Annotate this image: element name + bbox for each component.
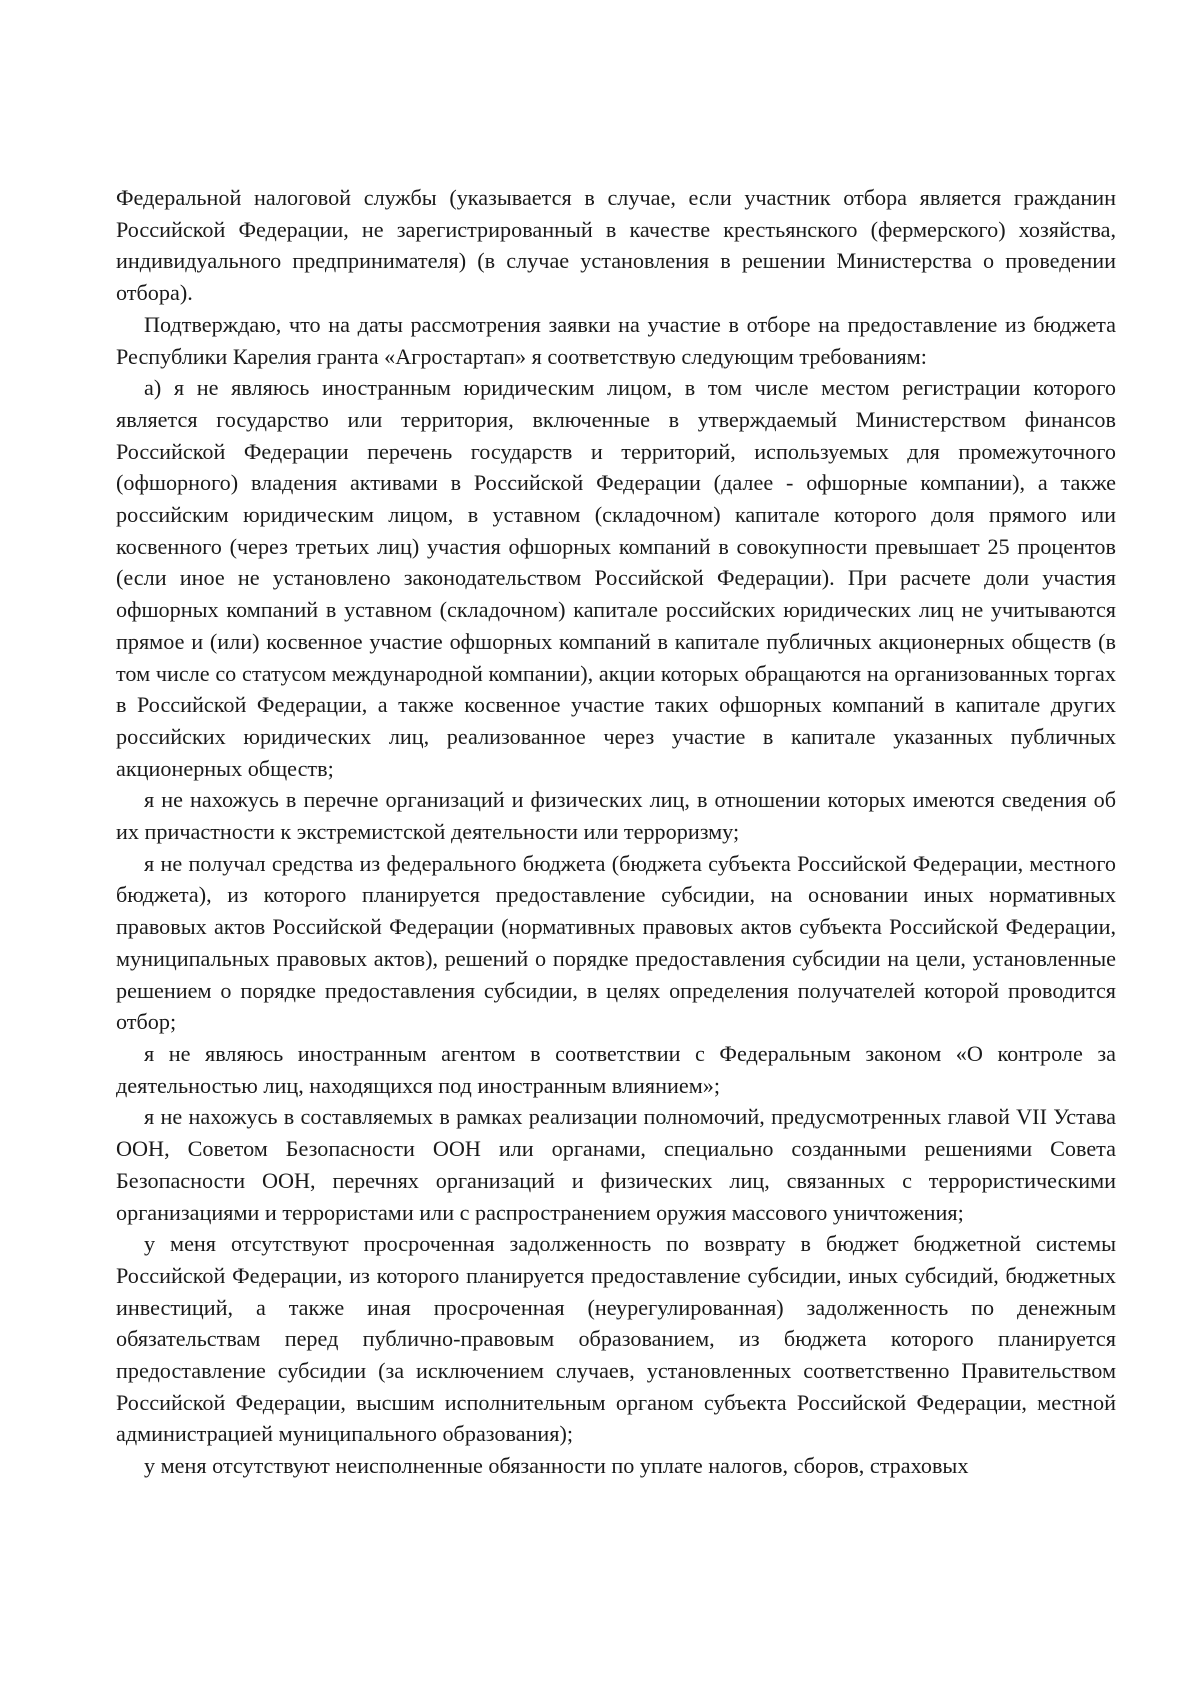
paragraph-continuation-tax-service: Федеральной налоговой службы (указывается в случае, если участник отбора является гражданин Российской Федерации, не зарегистрированный в качестве крестьянского (фермерского) хозяйства, индивидуального предпринимателя) (в случае установления в решении Министерства о проведении отбора). xyxy=(116,185,1116,306)
paragraph-un-sanctions-list: я не нахожусь в составляемых в рамках реализации полномочий, предусмотренных главой VII Устава ООН, Советом Безопасности ООН или органами, специально созданными решениями Совета Безопасности ООН, перечнях организаций и физических лиц, связанных с террористическими организациями и террористами или с распространением оружия массового уничтожения; xyxy=(116,1104,1116,1225)
paragraph-federal-budget-funds: я не получал средства из федерального бюджета (бюджета субъекта Российской Федерации, местного бюджета), из которого планируется предоставление субсидии, на основании иных нормативных правовых актов Российской Федерации (нормативных правовых актов субъекта Российской Федерации, муниципальных правовых актов), решений о порядке предоставления субсидии на цели, установленные решением о порядке предоставления субсидии, в целях определения получателей которой проводится отбор; xyxy=(116,850,1116,1035)
paragraph-foreign-agent: я не являюсь иностранным агентом в соответствии с Федеральным законом «О контроле за деятельностью лиц, находящихся под иностранным влиянием»; xyxy=(116,1040,1116,1098)
document-body xyxy=(116,182,1116,1482)
paragraph-overdue-debt: у меня отсутствуют просроченная задолженность по возврату в бюджет бюджетной системы Российской Федерации, из которого планируется предоставление субсидии, иных субсидий, бюджетных инвестиций, а также иная просроченная (неурегулированная) задолженность по денежным обязательствам перед публично-правовым образованием, из бюджета которого планируется предоставление субсидии (за исключением случаев, установленных соответственно Правительством Российской Федерации, высшим исполнительным органом субъекта Российской Федерации, местной администрацией муниципального образования); xyxy=(116,1231,1116,1447)
paragraph-tax-obligations: у меня отсутствуют неисполненные обязанности по уплате налогов, сборов, страховых xyxy=(144,1453,969,1479)
paragraph-extremism-list: я не нахожусь в перечне организаций и физических лиц, в отношении которых имеются сведения об их причастности к экстремистской деятельности или терроризму; xyxy=(116,787,1116,845)
paragraph-offshore-requirement: а) я не являюсь иностранным юридическим лицом, в том числе местом регистрации которого является государство или территория, включенные в утверждаемый Министерством финансов Российской Федерации перечень государств и территорий, используемых для промежуточного (офшорного) владения активами в Российской Федерации (далее - офшорные компании), а также российским юридическим лицом, в уставном (складочном) капитале которого доля прямого или косвенного (через третьих лиц) участия офшорных компаний в совокупности превышает 25 процентов (если иное не установлено законодательством Российской Федерации). При расчете доли участия офшорных компаний в уставном (складочном) капитале российских юридических лиц не учитываются прямое и (или) косвенное участие офшорных компаний в капитале публичных акционерных обществ (в том числе со статусом международной компании), акции которых обращаются на организованных торгах в Российской Федерации, а также косвенное участие таких офшорных компаний в капитале других российских юридических лиц, реализованное через участие в капитале указанных публичных акционерных обществ; xyxy=(116,375,1116,781)
paragraph-confirmation: Подтверждаю, что на даты рассмотрения заявки на участие в отборе на предоставление из бюджета Республики Карелия гранта «Агростартап» я соответствую следующим требованиям: xyxy=(116,311,1116,369)
